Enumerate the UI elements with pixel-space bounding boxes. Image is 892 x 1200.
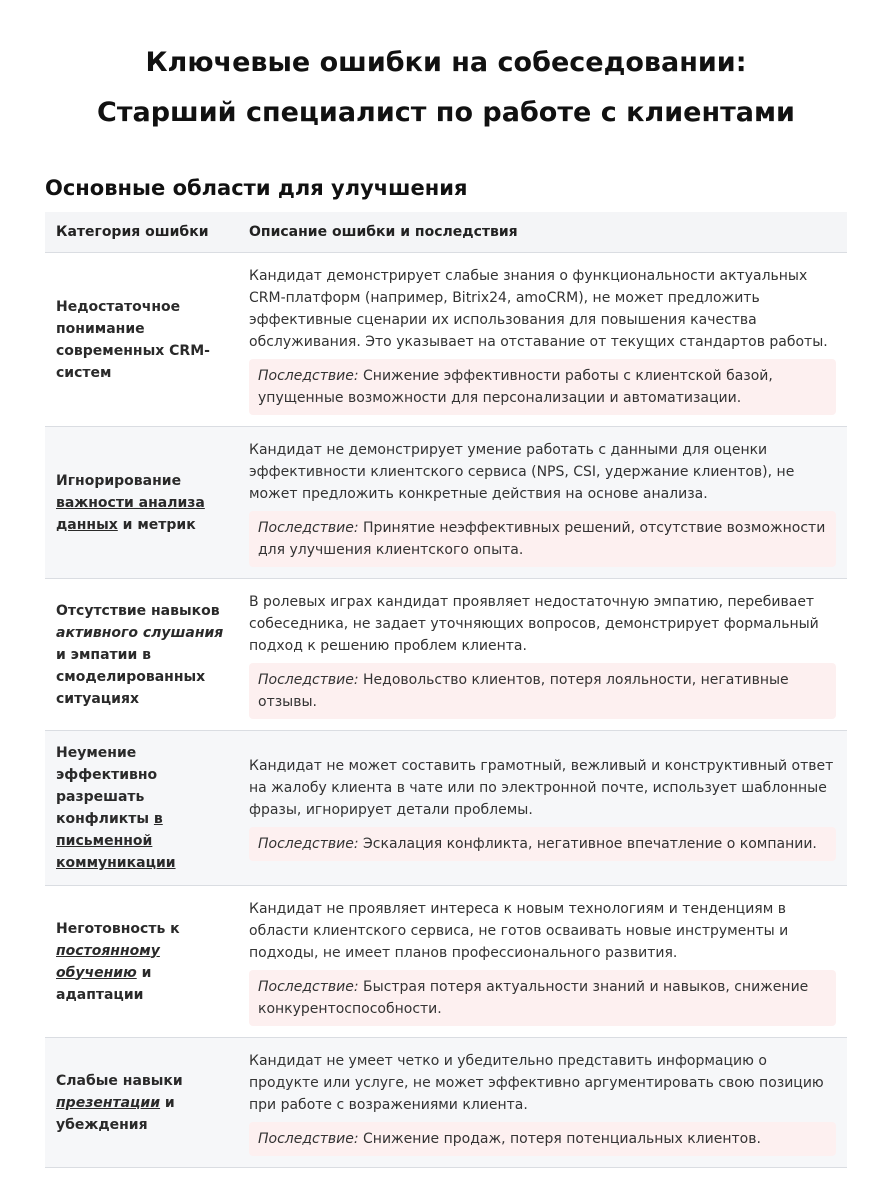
category-text-end: и адаптации: [56, 964, 152, 1003]
category-emphasis: активного слушания: [56, 624, 224, 641]
row-category: [45, 731, 238, 886]
consequence-label: Последствие:: [258, 1130, 359, 1147]
category-text: Отсутствие навыков: [56, 602, 220, 619]
category-text-end: и убеждения: [56, 1094, 175, 1133]
category-text-end: и эмпатии в смоделированных ситуациях: [56, 646, 206, 707]
description-text: Кандидат демонстрирует слабые знания о функциональности актуальных CRM-платформ (например, Bitrix24, amoCRM), не может предложить эффективные сценарии их использования для повышения качества обслуживания. Это указывает на отставание от текущих стандартов работы.: [249, 267, 828, 350]
table-header-row: [45, 212, 847, 253]
row-description: [238, 427, 847, 579]
table-row: [45, 253, 847, 427]
consequence-label: Последствие:: [258, 671, 359, 688]
description-text: Кандидат не проявляет интереса к новым технологиям и тенденциям в области клиентского сервиса, не готов осваивать новые инструменты и подходы, не имеет планов профессионального развития.: [249, 900, 789, 961]
consequence-box: [249, 1122, 836, 1156]
errors-table: [45, 212, 847, 1168]
category-emphasis: презентации: [56, 1094, 161, 1111]
table-row: [45, 731, 847, 886]
title-line-2: Старший специалист по работе с клиентами: [97, 97, 795, 128]
header-description: Описание ошибки и последствия: [238, 212, 847, 253]
consequence-text: Эскалация конфликта, негативное впечатление о компании.: [363, 836, 817, 852]
consequence-box: [249, 663, 836, 719]
page-title: [45, 38, 847, 138]
consequence-text: Недовольство клиентов, потеря лояльности, негативные отзывы.: [258, 671, 789, 710]
row-category: [45, 427, 238, 579]
row-description: [238, 253, 847, 427]
consequence-label: Последствие:: [258, 836, 359, 852]
row-description: [238, 579, 847, 731]
header-category: Категория ошибки: [45, 212, 238, 253]
consequence-label: Последствие:: [258, 519, 359, 536]
row-description: [238, 731, 847, 886]
table-row: [45, 579, 847, 731]
description-text: В ролевых играх кандидат проявляет недостаточную эмпатию, перебивает собеседника, не задает уточняющих вопросов, демонстрирует формальный подход к решению проблем клиента.: [249, 593, 819, 654]
consequence-label: Последствие:: [258, 978, 359, 995]
row-category: [45, 1038, 238, 1168]
category-emphasis: важности анализа данных: [56, 494, 205, 533]
consequence-text: Снижение продаж, потеря потенциальных клиентов.: [363, 1130, 761, 1147]
consequence-text: Снижение эффективности работы с клиентской базой, упущенные возможности для персонализации и автоматизации.: [258, 367, 773, 406]
description-text: Кандидат не демонстрирует умение работать с данными для оценки эффективности клиентского сервиса (NPS, CSI, удержание клиентов), не может предложить конкретные действия на основе анализа.: [249, 441, 795, 502]
row-description: [238, 1038, 847, 1168]
category-text: Неумение эффективно разрешать конфликты: [56, 745, 158, 827]
title-line-1: Ключевые ошибки на собеседовании:: [145, 47, 747, 78]
consequence-box: [249, 511, 836, 567]
consequence-text: Быстрая потеря актуальности знаний и навыков, снижение конкурентоспособности.: [258, 978, 809, 1017]
consequence-label: Последствие:: [258, 367, 359, 384]
category-text: Недостаточное понимание современных CRM-систем: [56, 298, 210, 381]
category-emphasis: постоянному обучению: [56, 942, 160, 981]
description-text: Кандидат не может составить грамотный, вежливый и конструктивный ответ на жалобу клиента в чате или по электронной почте, использует шаблонные фразы, игнорирует детали проблемы.: [249, 758, 834, 818]
row-category: [45, 253, 238, 427]
table-row: [45, 427, 847, 579]
row-category: [45, 886, 238, 1038]
row-category: [45, 579, 238, 731]
consequence-box: [249, 827, 836, 861]
section-title: Основные области для улучшения: [45, 176, 468, 200]
consequence-box: [249, 970, 836, 1026]
description-text: Кандидат не умеет четко и убедительно представить информацию о продукте или услуге, не может эффективно аргументировать свою позицию при работе с возражениями клиента.: [249, 1052, 824, 1113]
category-text: Слабые навыки: [56, 1072, 183, 1089]
category-emphasis: в письменной коммуникации: [56, 811, 176, 871]
category-text-end: и метрик: [117, 516, 196, 533]
row-description: [238, 886, 847, 1038]
category-text: Неготовность к: [56, 920, 180, 937]
category-text: Игнорирование: [56, 472, 182, 489]
table-row: [45, 1038, 847, 1168]
consequence-box: [249, 359, 836, 415]
consequence-text: Принятие неэффективных решений, отсутствие возможности для улучшения клиентского опыта.: [258, 519, 826, 558]
table-row: [45, 886, 847, 1038]
